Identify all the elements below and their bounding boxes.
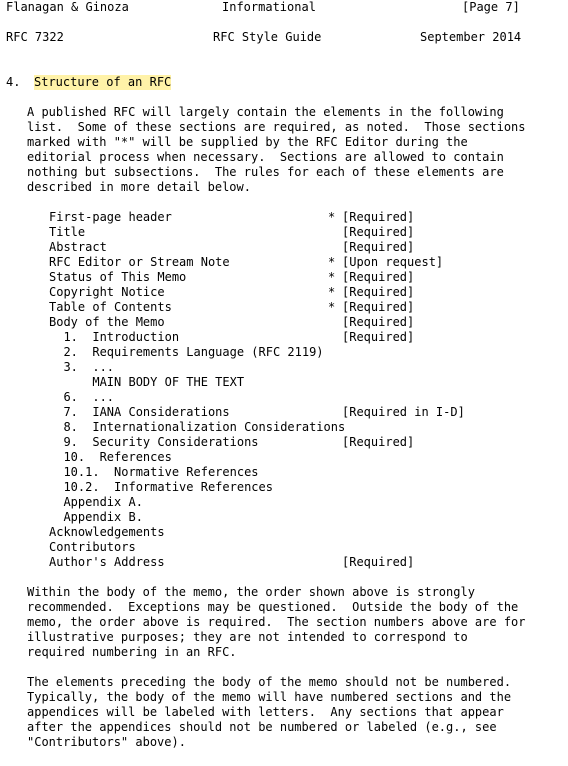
element-name: 10. References xyxy=(49,450,172,464)
element-row xyxy=(0,450,568,465)
paragraph-line: marked with "*" will be supplied by the RFC Editor during the xyxy=(27,135,468,149)
element-name: 10.2. Informative References xyxy=(49,480,273,494)
element-row xyxy=(0,270,568,285)
editor-supplied-marker: * xyxy=(328,285,336,299)
element-name: 7. IANA Considerations xyxy=(49,405,230,419)
element-name: Copyright Notice xyxy=(49,285,165,299)
element-name: Acknowledgements xyxy=(49,525,165,539)
editor-supplied-marker: * xyxy=(328,210,336,224)
paragraph-line: Typically, the body of the memo will have numbered sections and the xyxy=(27,690,512,704)
requirement-note: [Required] xyxy=(342,315,415,329)
element-row xyxy=(0,480,568,495)
element-name: Table of Contents xyxy=(49,300,172,314)
footer-category: Informational xyxy=(222,0,316,14)
element-row xyxy=(0,210,568,225)
element-name: MAIN BODY OF THE TEXT xyxy=(49,375,245,389)
requirement-note: [Required in I-D] xyxy=(342,405,465,419)
element-row xyxy=(0,375,568,390)
element-name: 10.1. Normative References xyxy=(49,465,259,479)
header-doc-title: RFC Style Guide xyxy=(213,30,322,44)
requirement-note: [Required] xyxy=(342,300,415,314)
element-name: Author's Address xyxy=(49,555,165,569)
editor-supplied-marker: * xyxy=(328,270,336,284)
element-row xyxy=(0,330,568,345)
element-name: 6. ... xyxy=(49,390,115,404)
header-rfc-number: RFC 7322 xyxy=(6,30,64,44)
element-row xyxy=(0,555,568,570)
element-row xyxy=(0,255,568,270)
requirement-note: [Required] xyxy=(342,555,415,569)
paragraph-line: editorial process when necessary. Sections are allowed to contain xyxy=(27,150,504,164)
element-row xyxy=(0,300,568,315)
element-row xyxy=(0,240,568,255)
requirement-note: [Required] xyxy=(342,285,415,299)
requirement-note: [Required] xyxy=(342,330,415,344)
paragraph-line: appendices will be labeled with letters. Any sections that appear xyxy=(27,705,504,719)
paragraph-line: A published RFC will largely contain the elements in the following xyxy=(27,105,504,119)
element-name: Appendix B. xyxy=(49,510,143,524)
element-row xyxy=(0,540,568,555)
element-row xyxy=(0,315,568,330)
element-row xyxy=(0,495,568,510)
element-name: Status of This Memo xyxy=(49,270,187,284)
element-name: RFC Editor or Stream Note xyxy=(49,255,230,269)
element-row xyxy=(0,465,568,480)
paragraph-line: after the appendices should not be numbered or labeled (e.g., see xyxy=(27,720,497,734)
element-row xyxy=(0,285,568,300)
element-name: Appendix A. xyxy=(49,495,143,509)
requirement-note: [Required] xyxy=(342,210,415,224)
element-name: 8. Internationalization Considerations xyxy=(49,420,346,434)
paragraph-line: list. Some of these sections are required, as noted. Those sections xyxy=(27,120,526,134)
element-row xyxy=(0,435,568,450)
paragraph-line: illustrative purposes; they are not intended to correspond to xyxy=(27,630,468,644)
element-row xyxy=(0,510,568,525)
element-name: 3. ... xyxy=(49,360,115,374)
element-name: Abstract xyxy=(49,240,107,254)
section-number: 4. xyxy=(6,75,21,89)
element-row xyxy=(0,360,568,375)
element-row xyxy=(0,225,568,240)
editor-supplied-marker: * xyxy=(328,255,336,269)
element-name: 9. Security Considerations xyxy=(49,435,259,449)
section-title: Structure of an RFC xyxy=(34,75,172,89)
element-name: First-page header xyxy=(49,210,172,224)
paragraph-line: recommended. Exceptions may be questioned. Outside the body of the xyxy=(27,600,519,614)
header-date: September 2014 xyxy=(420,30,522,44)
editor-supplied-marker: * xyxy=(328,300,336,314)
element-row xyxy=(0,405,568,420)
element-row xyxy=(0,345,568,360)
paragraph-line: required numbering in an RFC. xyxy=(27,645,237,659)
paragraph-line: nothing but subsections. The rules for each of these elements are xyxy=(27,165,504,179)
paragraph-line: Within the body of the memo, the order shown above is strongly xyxy=(27,585,475,599)
element-name: Title xyxy=(49,225,86,239)
paragraph-line: "Contributors" above). xyxy=(27,735,186,749)
element-name: 2. Requirements Language (RFC 2119) xyxy=(49,345,324,359)
footer-authors: Flanagan & Ginoza xyxy=(6,0,129,14)
element-name: Contributors xyxy=(49,540,136,554)
requirement-note: [Required] xyxy=(342,435,415,449)
paragraph-line: The elements preceding the body of the memo should not be numbered. xyxy=(27,675,512,689)
page-footer-line xyxy=(0,0,568,15)
element-row xyxy=(0,525,568,540)
element-name: 1. Introduction xyxy=(49,330,180,344)
element-row xyxy=(0,390,568,405)
requirement-note: [Required] xyxy=(342,240,415,254)
requirement-note: [Required] xyxy=(342,225,415,239)
section-heading xyxy=(0,75,568,90)
paragraph-line: described in more detail below. xyxy=(27,180,251,194)
element-name: Body of the Memo xyxy=(49,315,165,329)
requirement-note: [Required] xyxy=(342,270,415,284)
element-row xyxy=(0,420,568,435)
footer-page-number: [Page 7] xyxy=(462,0,520,14)
requirement-note: [Upon request] xyxy=(342,255,444,269)
paragraph-line: memo, the order above is required. The section numbers above are for xyxy=(27,615,526,629)
page-header-line xyxy=(0,30,568,45)
